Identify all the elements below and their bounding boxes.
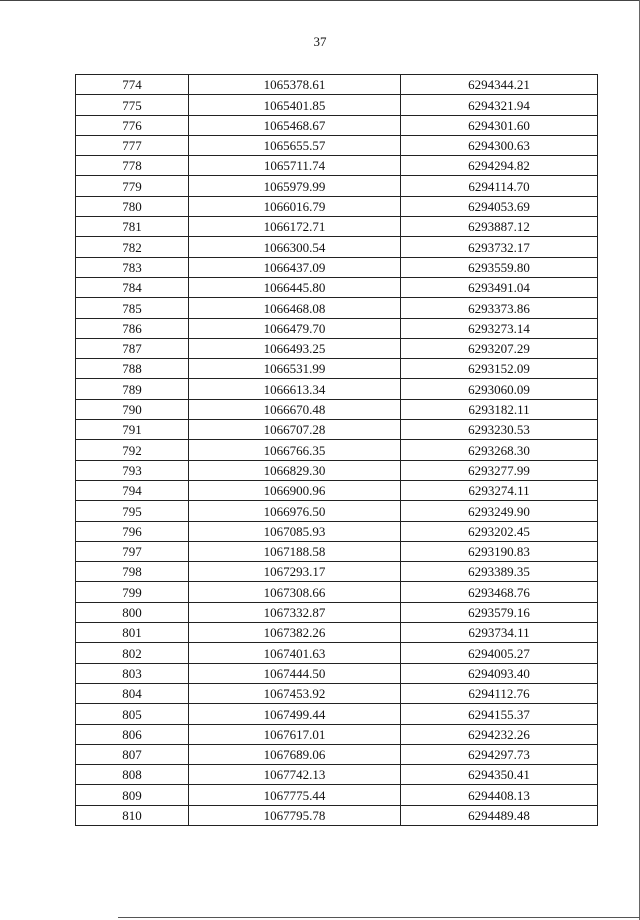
x-coordinate-cell: 1067332.87 [189, 602, 401, 622]
table-row [76, 217, 598, 237]
point-number-cell: 804 [76, 683, 189, 703]
x-coordinate-cell: 1067401.63 [189, 643, 401, 663]
point-number-cell: 788 [76, 359, 189, 379]
table-row [76, 643, 598, 663]
point-number-cell: 776 [76, 115, 189, 135]
point-number-cell: 794 [76, 480, 189, 500]
table-row [76, 521, 598, 541]
x-coordinate-cell: 1065655.57 [189, 135, 401, 155]
x-coordinate-cell: 1066829.30 [189, 460, 401, 480]
table-row [76, 318, 598, 338]
y-coordinate-cell: 6293277.99 [401, 460, 598, 480]
x-coordinate-cell: 1066445.80 [189, 277, 401, 297]
x-coordinate-cell: 1067188.58 [189, 541, 401, 561]
point-number-cell: 797 [76, 541, 189, 561]
y-coordinate-cell: 6293373.86 [401, 298, 598, 318]
x-coordinate-cell: 1067085.93 [189, 521, 401, 541]
table-row [76, 338, 598, 358]
x-coordinate-cell: 1067444.50 [189, 663, 401, 683]
y-coordinate-cell: 6293389.35 [401, 562, 598, 582]
table-row [76, 135, 598, 155]
y-coordinate-cell: 6294232.26 [401, 724, 598, 744]
table-row [76, 277, 598, 297]
page-edge-top [0, 0, 640, 1]
y-coordinate-cell: 6293468.76 [401, 582, 598, 602]
table-row [76, 704, 598, 724]
point-number-cell: 774 [76, 75, 189, 95]
table-row [76, 765, 598, 785]
point-number-cell: 802 [76, 643, 189, 663]
y-coordinate-cell: 6293734.11 [401, 623, 598, 643]
point-number-cell: 785 [76, 298, 189, 318]
point-number-cell: 795 [76, 501, 189, 521]
x-coordinate-cell: 1067499.44 [189, 704, 401, 724]
y-coordinate-cell: 6294301.60 [401, 115, 598, 135]
table-row [76, 176, 598, 196]
y-coordinate-cell: 6293207.29 [401, 338, 598, 358]
table-row [76, 156, 598, 176]
point-number-cell: 789 [76, 379, 189, 399]
table-row [76, 562, 598, 582]
point-number-cell: 806 [76, 724, 189, 744]
y-coordinate-cell: 6294408.13 [401, 785, 598, 805]
point-number-cell: 793 [76, 460, 189, 480]
x-coordinate-cell: 1066976.50 [189, 501, 401, 521]
coordinates-table [75, 74, 598, 826]
x-coordinate-cell: 1067617.01 [189, 724, 401, 744]
point-number-cell: 780 [76, 196, 189, 216]
table-row [76, 663, 598, 683]
table-row [76, 480, 598, 500]
x-coordinate-cell: 1066493.25 [189, 338, 401, 358]
table-row [76, 257, 598, 277]
table-row [76, 359, 598, 379]
point-number-cell: 799 [76, 582, 189, 602]
point-number-cell: 805 [76, 704, 189, 724]
point-number-cell: 775 [76, 95, 189, 115]
table-row [76, 298, 598, 318]
table-row [76, 75, 598, 95]
point-number-cell: 807 [76, 744, 189, 764]
y-coordinate-cell: 6294155.37 [401, 704, 598, 724]
table-row [76, 420, 598, 440]
x-coordinate-cell: 1067308.66 [189, 582, 401, 602]
x-coordinate-cell: 1067775.44 [189, 785, 401, 805]
table-row [76, 582, 598, 602]
y-coordinate-cell: 6293579.16 [401, 602, 598, 622]
y-coordinate-cell: 6293190.83 [401, 541, 598, 561]
point-number-cell: 777 [76, 135, 189, 155]
point-number-cell: 779 [76, 176, 189, 196]
x-coordinate-cell: 1066437.09 [189, 257, 401, 277]
table-row [76, 115, 598, 135]
x-coordinate-cell: 1067689.06 [189, 744, 401, 764]
table-row [76, 724, 598, 744]
point-number-cell: 784 [76, 277, 189, 297]
x-coordinate-cell: 1067742.13 [189, 765, 401, 785]
point-number-cell: 786 [76, 318, 189, 338]
point-number-cell: 782 [76, 237, 189, 257]
x-coordinate-cell: 1067382.26 [189, 623, 401, 643]
point-number-cell: 808 [76, 765, 189, 785]
y-coordinate-cell: 6293249.90 [401, 501, 598, 521]
point-number-cell: 809 [76, 785, 189, 805]
x-coordinate-cell: 1067453.92 [189, 683, 401, 703]
x-coordinate-cell: 1066707.28 [189, 420, 401, 440]
y-coordinate-cell: 6294350.41 [401, 765, 598, 785]
table-row [76, 440, 598, 460]
x-coordinate-cell: 1066016.79 [189, 196, 401, 216]
y-coordinate-cell: 6293559.80 [401, 257, 598, 277]
page-number: 37 [313, 34, 327, 49]
x-coordinate-cell: 1066670.48 [189, 399, 401, 419]
table-row [76, 196, 598, 216]
y-coordinate-cell: 6294344.21 [401, 75, 598, 95]
table-row [76, 237, 598, 257]
x-coordinate-cell: 1066468.08 [189, 298, 401, 318]
point-number-cell: 781 [76, 217, 189, 237]
table-row [76, 805, 598, 825]
y-coordinate-cell: 6293732.17 [401, 237, 598, 257]
y-coordinate-cell: 6294005.27 [401, 643, 598, 663]
table-row [76, 623, 598, 643]
table-row [76, 95, 598, 115]
y-coordinate-cell: 6294300.63 [401, 135, 598, 155]
x-coordinate-cell: 1066300.54 [189, 237, 401, 257]
point-number-cell: 783 [76, 257, 189, 277]
y-coordinate-cell: 6293152.09 [401, 359, 598, 379]
y-coordinate-cell: 6293887.12 [401, 217, 598, 237]
x-coordinate-cell: 1065378.61 [189, 75, 401, 95]
y-coordinate-cell: 6293230.53 [401, 420, 598, 440]
y-coordinate-cell: 6294093.40 [401, 663, 598, 683]
x-coordinate-cell: 1067293.17 [189, 562, 401, 582]
x-coordinate-cell: 1066531.99 [189, 359, 401, 379]
y-coordinate-cell: 6294297.73 [401, 744, 598, 764]
table-row [76, 602, 598, 622]
point-number-cell: 787 [76, 338, 189, 358]
y-coordinate-cell: 6293268.30 [401, 440, 598, 460]
x-coordinate-cell: 1066766.35 [189, 440, 401, 460]
x-coordinate-cell: 1065401.85 [189, 95, 401, 115]
y-coordinate-cell: 6293202.45 [401, 521, 598, 541]
table-row [76, 683, 598, 703]
x-coordinate-cell: 1066479.70 [189, 318, 401, 338]
y-coordinate-cell: 6294294.82 [401, 156, 598, 176]
y-coordinate-cell: 6294489.48 [401, 805, 598, 825]
x-coordinate-cell: 1066172.71 [189, 217, 401, 237]
point-number-cell: 790 [76, 399, 189, 419]
point-number-cell: 801 [76, 623, 189, 643]
x-coordinate-cell: 1065711.74 [189, 156, 401, 176]
x-coordinate-cell: 1066613.34 [189, 379, 401, 399]
x-coordinate-cell: 1065979.99 [189, 176, 401, 196]
y-coordinate-cell: 6294053.69 [401, 196, 598, 216]
table-row [76, 744, 598, 764]
x-coordinate-cell: 1065468.67 [189, 115, 401, 135]
table-row [76, 460, 598, 480]
coordinates-table-body [76, 75, 598, 826]
point-number-cell: 792 [76, 440, 189, 460]
point-number-cell: 791 [76, 420, 189, 440]
point-number-cell: 800 [76, 602, 189, 622]
table-row [76, 379, 598, 399]
table-row [76, 541, 598, 561]
table-row [76, 399, 598, 419]
point-number-cell: 778 [76, 156, 189, 176]
point-number-cell: 803 [76, 663, 189, 683]
y-coordinate-cell: 6294114.70 [401, 176, 598, 196]
point-number-cell: 798 [76, 562, 189, 582]
x-coordinate-cell: 1066900.96 [189, 480, 401, 500]
y-coordinate-cell: 6293491.04 [401, 277, 598, 297]
y-coordinate-cell: 6293182.11 [401, 399, 598, 419]
table-row [76, 785, 598, 805]
y-coordinate-cell: 6293274.11 [401, 480, 598, 500]
table-row [76, 501, 598, 521]
y-coordinate-cell: 6293273.14 [401, 318, 598, 338]
x-coordinate-cell: 1067795.78 [189, 805, 401, 825]
page-edge-bottom [118, 917, 640, 918]
point-number-cell: 810 [76, 805, 189, 825]
y-coordinate-cell: 6293060.09 [401, 379, 598, 399]
point-number-cell: 796 [76, 521, 189, 541]
y-coordinate-cell: 6294112.76 [401, 683, 598, 703]
y-coordinate-cell: 6294321.94 [401, 95, 598, 115]
